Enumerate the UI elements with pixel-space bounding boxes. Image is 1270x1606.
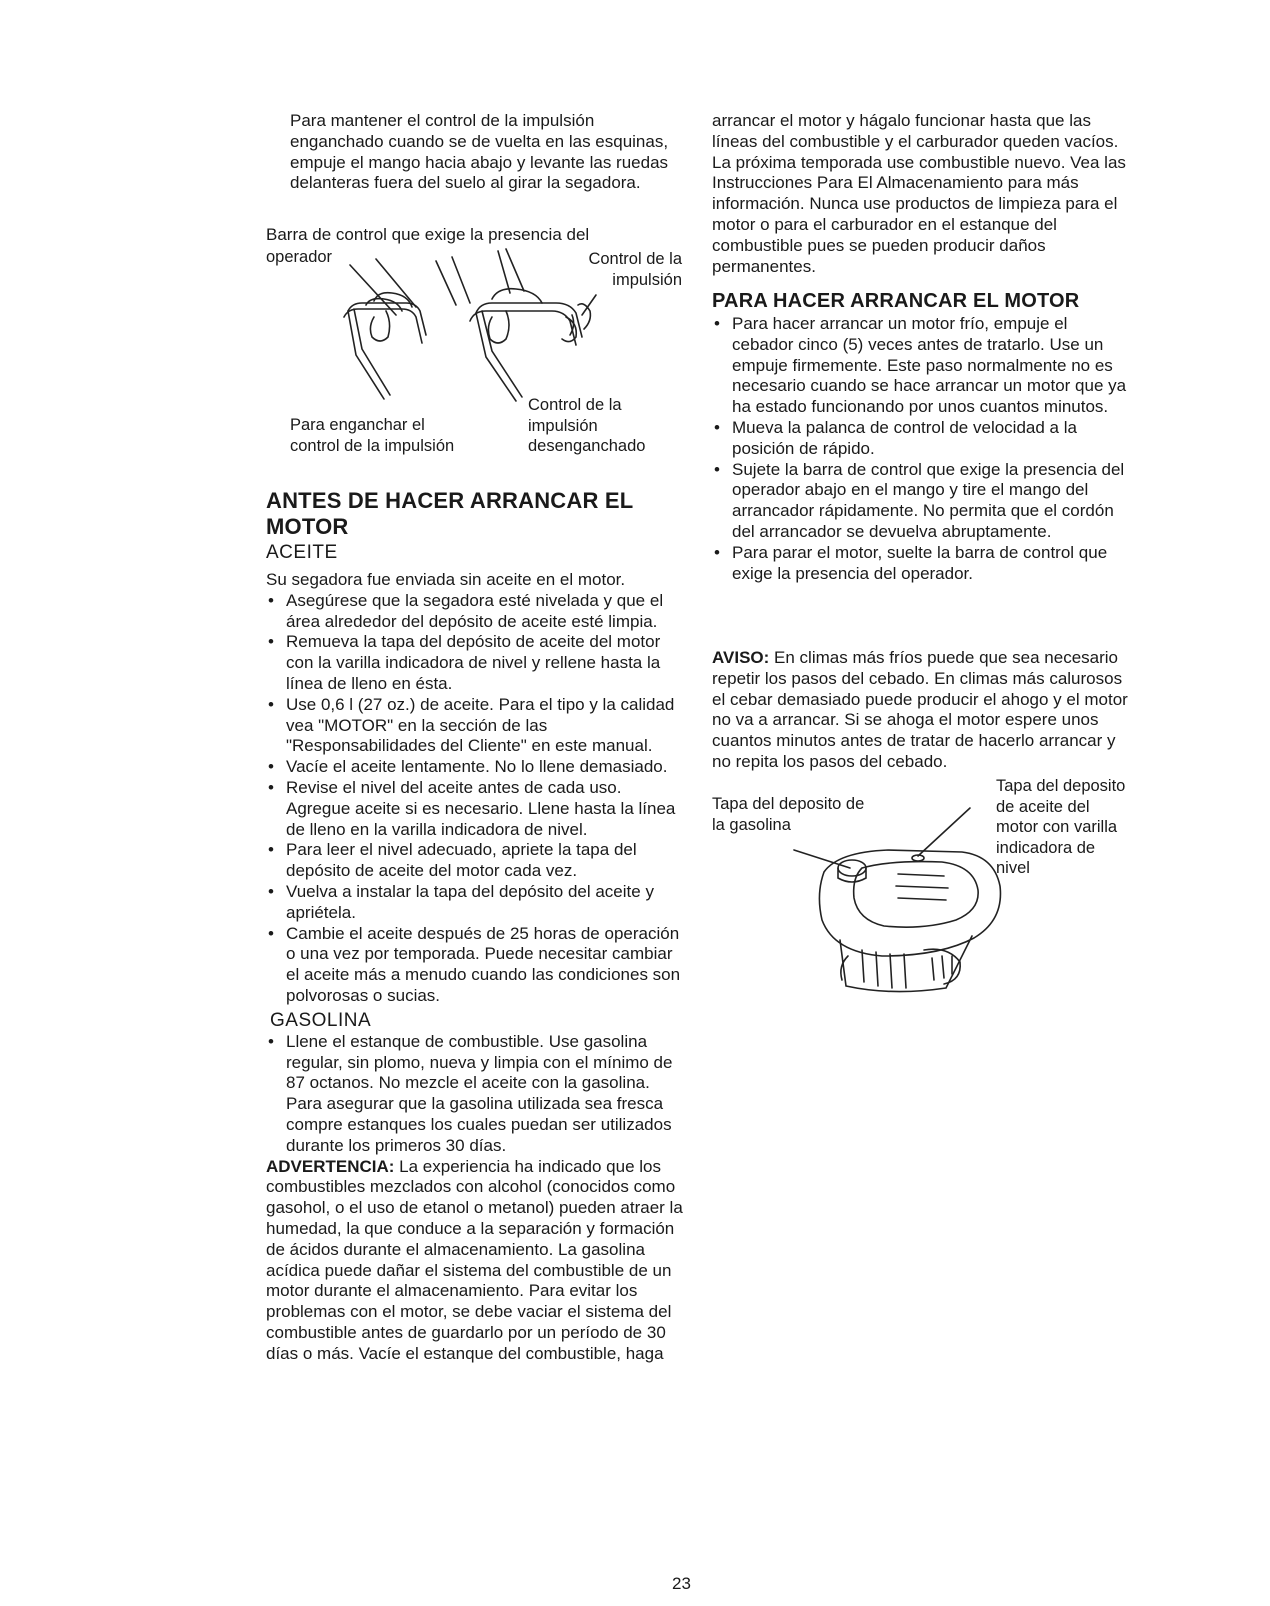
section-heading-start-engine: PARA HACER ARRANCAR EL MOTOR [712,290,1080,312]
notice-paragraph [712,648,1128,773]
list-item: • Para parar el motor, suelte la barra de control que exige la presencia del operador. [712,543,1132,585]
figure-drive-control [266,245,686,485]
list-item: • Remueva la tapa del depósito de aceite del motor con la varilla indicadora de nivel y rellene hasta la línea de lleno en ésta. [266,632,686,694]
page-number: 23 [672,1574,691,1593]
figure1-control-label: Control de la impulsión [588,250,682,289]
gas-title: GASOLINA [270,1009,372,1031]
gas-warning [266,1157,686,1365]
continuation-paragraph: arrancar el motor y hágalo funcionar hasta que las líneas del combustible y el carburador queden vacíos. La próxima temporada use combustible nuevo. Vea las Instrucciones Para El Almacenamiento para más información. Nunca use productos de limpieza para el motor o para el carburador en el estanque del combustible pues se pueden producir daños permanentes. [712,111,1126,276]
oil-list [266,591,686,1007]
list-item: • Llene el estanque de combustible. Use gasolina regular, sin plomo, nueva y limpia con el mínimo de 87 octanos. No mezcle el aceite con la gasolina. Para asegurar que la gasolina utilizada sea fresca compre estanques los cuales puedan ser utilizados durante los primeros 30 días. [266,1032,686,1157]
list-item: • Mueva la palanca de control de velocidad a la posición de rápido. [712,418,1132,460]
figure1-caption: Barra de control que exige la presencia del [266,225,590,244]
intro-paragraph: Para mantener el control de la impulsión enganchado cuando se de vuelta en las esquinas, empuje el mango hacia abajo y levante las ruedas delanteras fuera del suelo al girar la segadora. [290,111,669,193]
gas-list [266,1032,686,1157]
list-item: • Vacíe el aceite lentamente. No lo llene demasiado. [266,757,686,778]
list-item: • Vuelva a instalar la tapa del depósito del aceite y apriételа. [266,882,686,924]
figure1-engage-label: Para enganchar el control de la impulsión [290,416,455,455]
list-item: • Use 0,6 l (27 oz.) de aceite. Para el tipo y la calidad vea "MOTOR" en la sección de las "Responsabilidades del Cliente" en este manual. [266,695,686,757]
section-heading-before-start: ANTES DE HACER ARRANCAR EL MOTOR [266,488,633,539]
oil-title: ACEITE [266,542,338,563]
list-item: • Para leer el nivel adecuado, apriete la tapa del depósito de aceite del motor cada vez. [266,840,686,882]
list-item: • Cambie el aceite después de 25 horas de operación o una vez por temporada. Puede necesitar cambiar el aceite más a menudo cuando las condiciones son polvorosas o sucias. [266,924,686,1007]
figure1-operador-label: operador [266,248,333,266]
start-engine-list [712,314,1132,584]
figure-engine-caps [712,770,1132,1010]
oil-section [266,541,686,1364]
engine-illustration [712,770,1132,1010]
notice-text: En climas más fríos puede que sea necesario repetir los pasos del cebado. En climas más calurosos el cebar demasiado puede producir el ahogo y el motor no va a arrancar. Si se ahoga el motor espere unos cuantos minutos antes de tratar de hacerlo arrancar y no repita los pasos del cebado. [712,648,1128,771]
list-item: • Revise el nivel del aceite antes de cada uso. Agregue aceite si es necesario. Llene hasta la línea de lleno en la varilla indicadora de nivel. [266,778,686,840]
figure1-disengaged-label: Control de la impulsión desenganchado [528,396,646,455]
list-item: • Asegúrese que la segadora esté nivelada y que el área alrededor del depósito de aceite esté limpia. [266,591,686,633]
notice-label: AVISO: [712,648,770,667]
oil-intro: Su segadora fue enviada sin aceite en el motor. [266,570,626,589]
figure2-fuel-label: Tapa del deposito de la gasolina [712,795,865,834]
figure2-oil-label: Tapa del deposito de aceite del motor con varilla indicadora de nivel [996,777,1126,877]
warning-text: La experiencia ha indicado que los combustibles mezclados con alcohol (conocidos como gasohol, o el uso de etanol o metanol) pueden atraer la humedad, la que conduce a la separación y formación de ácidos durante el almacenamiento. La gasolina acídica puede dañar el sistema del combustible de un motor durante el almacenamiento. Para evitar los problemas con el motor, se debe vaciar el sistema del combustible antes de guardarlo por un período de 30 días o más. Vacíe el estanque del combustible, haga [266,1156,683,1363]
list-item: • Para hacer arrancar un motor frío, empuje el cebador cinco (5) veces antes de tratarlo. Use un empuje firmemente. Este paso normalmente no es necesario cuando se hace arrancar un motor que ya ha estado funcionando por unos cuantos minutos. [712,314,1132,418]
warning-label: ADVERTENCIA: [266,1156,395,1176]
handle-illustration [266,245,686,405]
list-item: • Sujete la barra de control que exige la presencia del operador abajo en el mango y tire el mango del arrancador rápidamente. No permita que el cordón del arrancador se devuelva abruptamente. [712,460,1132,543]
